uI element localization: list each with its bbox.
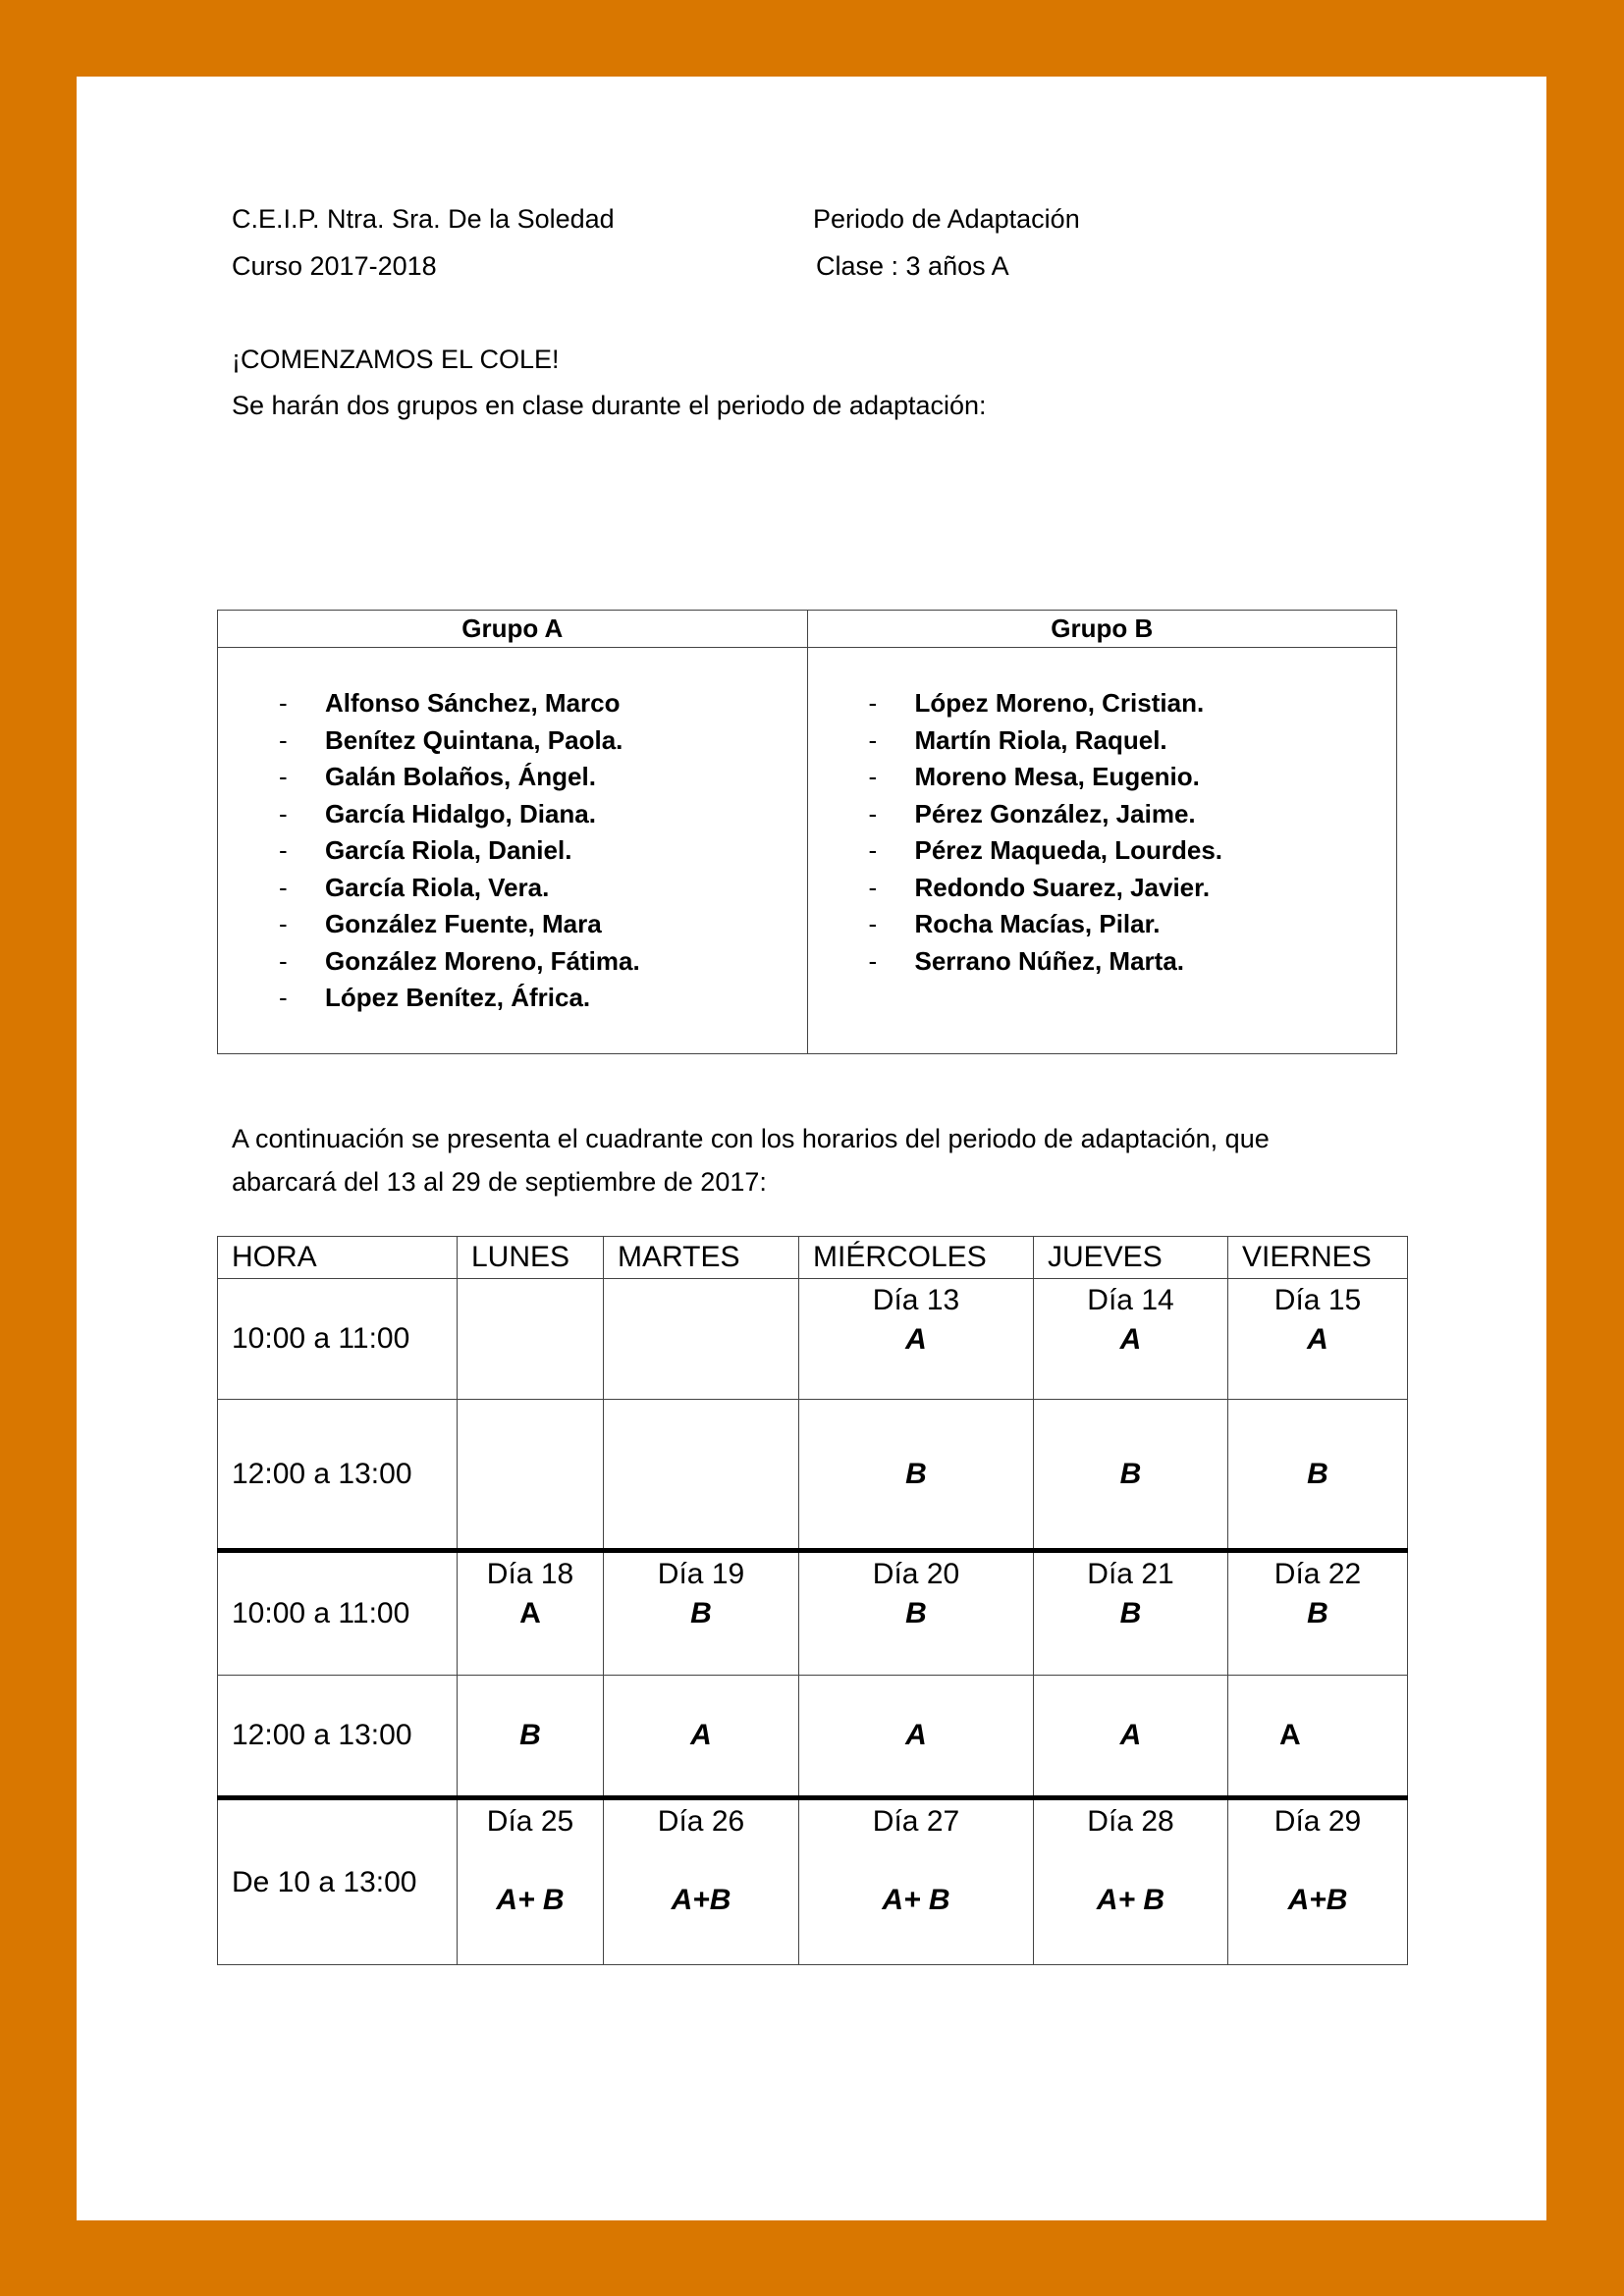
list-item: - López Moreno, Cristian. (868, 688, 1205, 718)
col-header: VIERNES (1228, 1237, 1408, 1279)
col-header: JUEVES (1034, 1237, 1228, 1279)
list-item: - González Fuente, Mara (279, 909, 602, 938)
schedule-cell (458, 1798, 604, 1965)
day-label: Día 13 (872, 1284, 960, 1316)
group-label: B (1307, 1457, 1328, 1490)
group-label: A+ B (1096, 1884, 1165, 1916)
schedule-cell (1034, 1279, 1228, 1400)
group-label: A+ B (496, 1884, 565, 1916)
day-label: Día 20 (872, 1558, 960, 1590)
groups-table (217, 610, 1397, 1054)
schedule-cell (458, 1400, 604, 1551)
group-label: B (1119, 1597, 1142, 1629)
class-label: Clase : 3 años A (816, 251, 1009, 281)
group-b-list (808, 648, 1397, 980)
day-label: Día 26 (657, 1805, 745, 1838)
group-label: A+ B (882, 1884, 950, 1916)
hour-cell: 12:00 a 13:00 (218, 1676, 458, 1798)
group-a-list (218, 648, 807, 1017)
list-item: - Rocha Macías, Pilar. (868, 909, 1161, 938)
schedule-cell (799, 1551, 1034, 1676)
day-label: Día 29 (1273, 1805, 1362, 1838)
group-a-cell (218, 648, 808, 1054)
group-label: B (905, 1597, 927, 1629)
hour-cell: 12:00 a 13:00 (218, 1400, 458, 1551)
schedule-cell (604, 1551, 799, 1676)
group-a-title: Grupo A (218, 611, 808, 648)
schedule-text-line-1: A continuación se presenta el cuadrante con los horarios del periodo de adaptación, que (232, 1124, 1270, 1153)
col-header: MIÉRCOLES (799, 1237, 1034, 1279)
hour-cell: 10:00 a 11:00 (218, 1551, 458, 1676)
schedule-cell (1034, 1400, 1228, 1551)
list-item: - Alfonso Sánchez, Marco (279, 688, 621, 718)
group-label: A (1119, 1719, 1142, 1751)
table-row (218, 1551, 1408, 1676)
schedule-cell (1228, 1400, 1408, 1551)
col-header: MARTES (604, 1237, 799, 1279)
group-label: B (519, 1719, 541, 1751)
schedule-cell (799, 1676, 1034, 1798)
hour-cell: 10:00 a 11:00 (218, 1279, 458, 1400)
schedule-cell (604, 1400, 799, 1551)
list-item: - Pérez González, Jaime. (868, 798, 1196, 828)
period-title: Periodo de Adaptación (813, 204, 1080, 234)
group-label: B (1307, 1597, 1328, 1629)
day-label: Día 25 (486, 1805, 574, 1838)
group-label: A (519, 1597, 541, 1629)
hour-cell: De 10 a 13:00 (218, 1798, 458, 1965)
group-label: A (690, 1719, 712, 1751)
list-item: - Pérez Maqueda, Lourdes. (868, 835, 1223, 865)
table-row (218, 1798, 1408, 1965)
day-label: Día 14 (1087, 1284, 1174, 1316)
schedule-cell (1228, 1279, 1408, 1400)
group-label: B (690, 1597, 712, 1629)
list-item: - García Riola, Daniel. (279, 835, 572, 865)
schedule-cell (458, 1279, 604, 1400)
day-label: Día 21 (1087, 1558, 1174, 1590)
group-label: A (905, 1719, 927, 1751)
schedule-cell (1034, 1798, 1228, 1965)
day-label: Día 27 (872, 1805, 960, 1838)
table-row (218, 1676, 1408, 1798)
schedule-cell (1228, 1551, 1408, 1676)
schedule-cell (604, 1676, 799, 1798)
schedule-cell (799, 1798, 1034, 1965)
schedule-cell (604, 1798, 799, 1965)
course-year: Curso 2017-2018 (232, 251, 437, 281)
list-item: - López Benítez, África. (279, 983, 591, 1012)
list-item: - García Riola, Vera. (279, 872, 550, 902)
schedule-table (217, 1236, 1408, 1965)
document-page (77, 77, 1546, 2220)
schedule-cell (1228, 1798, 1408, 1965)
schedule-cell (799, 1400, 1034, 1551)
day-label: Día 19 (657, 1558, 745, 1590)
schedule-cell (604, 1279, 799, 1400)
schedule-cell (1228, 1676, 1408, 1798)
table-row (218, 1400, 1408, 1551)
list-item: - Redondo Suarez, Javier. (868, 872, 1211, 902)
schedule-header-row (218, 1237, 1408, 1279)
group-b-title: Grupo B (807, 611, 1397, 648)
day-label: Día 18 (486, 1558, 574, 1590)
group-label: A+B (671, 1884, 731, 1916)
list-item: - García Hidalgo, Diana. (279, 798, 596, 828)
schedule-cell (1034, 1551, 1228, 1676)
list-item: - González Moreno, Fátima. (279, 945, 640, 976)
group-label: A (1307, 1323, 1328, 1356)
group-label: A (1119, 1323, 1142, 1356)
schedule-cell (799, 1279, 1034, 1400)
list-item: - Martín Riola, Raquel. (868, 724, 1167, 755)
list-item: - Moreno Mesa, Eugenio. (868, 762, 1200, 791)
day-label: Día 15 (1273, 1284, 1362, 1316)
schedule-cell (458, 1551, 604, 1676)
group-b-cell (807, 648, 1397, 1054)
school-name: C.E.I.P. Ntra. Sra. De la Soledad (232, 204, 615, 234)
col-header: HORA (218, 1237, 458, 1279)
intro-title: ¡COMENZAMOS EL COLE! (232, 345, 560, 374)
day-label: Día 28 (1087, 1805, 1174, 1838)
day-label: Día 22 (1273, 1558, 1362, 1590)
schedule-cell (458, 1676, 604, 1798)
group-label: B (1119, 1457, 1142, 1490)
group-label: B (905, 1457, 927, 1490)
schedule-text-line-2: abarcará del 13 al 29 de septiembre de 2017: (232, 1167, 767, 1197)
group-label: A (905, 1323, 927, 1356)
group-label: A (1279, 1719, 1301, 1751)
table-row (218, 1279, 1408, 1400)
list-item: - Galán Bolaños, Ángel. (279, 762, 596, 791)
group-label: A+B (1287, 1884, 1348, 1916)
col-header: LUNES (458, 1237, 604, 1279)
list-item: - Serrano Núñez, Marta. (868, 945, 1185, 976)
list-item: - Benítez Quintana, Paola. (279, 724, 623, 755)
groups-intro-text: Se harán dos grupos en clase durante el periodo de adaptación: (232, 391, 987, 420)
schedule-cell (1034, 1676, 1228, 1798)
